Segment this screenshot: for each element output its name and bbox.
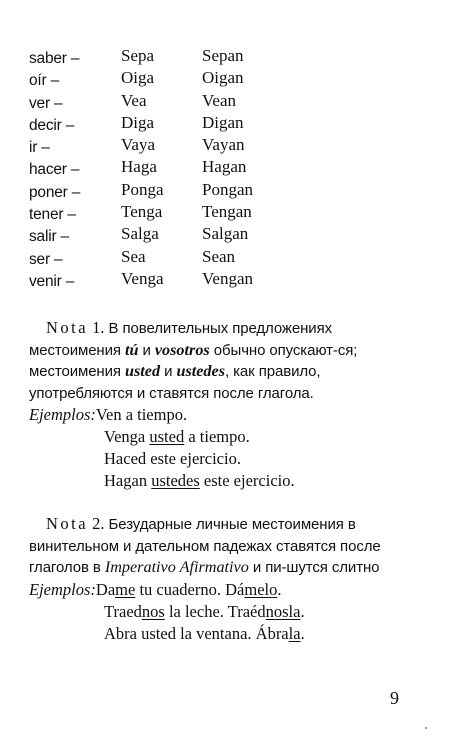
example-text: la leche. Traéd bbox=[164, 601, 266, 621]
example-text: tu cuaderno. Dá bbox=[135, 579, 245, 599]
imperative-plural: Sepan bbox=[202, 46, 244, 65]
imperative-plural: Sean bbox=[202, 246, 236, 266]
example-line bbox=[29, 470, 410, 492]
term: tú bbox=[124, 340, 139, 359]
example-text: a tiempo. bbox=[184, 427, 250, 447]
example-text: Da bbox=[95, 579, 116, 599]
term: vosotros bbox=[154, 340, 210, 359]
verb-row bbox=[29, 134, 289, 156]
example-text: Ven a tiempo. bbox=[95, 405, 188, 425]
infinitive: saber – bbox=[29, 50, 80, 67]
term: Imperativo Afirmativo bbox=[104, 558, 249, 577]
infinitive: salir – bbox=[29, 228, 69, 246]
imperative-plural: Salgan bbox=[202, 224, 249, 244]
note-text: и пи-шутся слитно bbox=[252, 559, 380, 577]
infinitive: tener – bbox=[29, 206, 76, 224]
note-text: В повелительных предложениях местоимения bbox=[29, 320, 332, 359]
note-2-text bbox=[29, 513, 410, 579]
imperative-singular: Tenga bbox=[121, 202, 163, 222]
infinitive: oír – bbox=[29, 72, 60, 90]
verb-table bbox=[29, 45, 289, 290]
infinitive: poner – bbox=[29, 183, 81, 201]
underlined-word: melo bbox=[244, 579, 278, 599]
example-line bbox=[29, 579, 410, 601]
infinitive: venir – bbox=[29, 272, 75, 290]
print-speck bbox=[425, 727, 427, 729]
underlined-word: ustedes bbox=[151, 471, 200, 491]
note-text: обычно опускают-ся; местоимения bbox=[29, 341, 358, 381]
verb-row bbox=[29, 112, 289, 134]
example-text: Traed bbox=[104, 601, 142, 621]
note-text: Безударные личные местоимения в винительном и дательном падежах ставятся после глаголов в bbox=[29, 516, 381, 577]
imperative-plural: Tengan bbox=[202, 202, 252, 222]
note-label: Nota bbox=[46, 318, 89, 337]
imperative-singular: Oiga bbox=[121, 68, 155, 88]
page-number: 9 bbox=[390, 688, 399, 708]
imperative-singular: Vea bbox=[121, 90, 147, 110]
infinitive: ver – bbox=[29, 94, 63, 112]
underlined-word: nos bbox=[141, 601, 165, 621]
infinitive: ser – bbox=[29, 250, 63, 268]
example-text: . bbox=[300, 623, 305, 643]
imperative-singular: Venga bbox=[121, 268, 164, 288]
verb-row bbox=[29, 45, 289, 67]
example-line bbox=[29, 448, 410, 470]
infinitive: hacer – bbox=[29, 161, 80, 179]
underlined-word: me bbox=[115, 579, 136, 599]
infinitive: decir – bbox=[29, 116, 75, 134]
example-text: . bbox=[300, 601, 305, 621]
imperative-plural: Pongan bbox=[202, 179, 253, 199]
underlined-word: la bbox=[288, 623, 301, 643]
note-label: Nota bbox=[46, 514, 89, 533]
imperative-plural: Digan bbox=[202, 112, 244, 132]
term: usted bbox=[124, 362, 161, 381]
verb-row bbox=[29, 156, 289, 178]
verb-row bbox=[29, 179, 289, 201]
imperative-plural: Vengan bbox=[202, 268, 253, 288]
example-line bbox=[29, 623, 410, 645]
examples-label: Ejemplos: bbox=[29, 579, 96, 599]
imperative-singular: Vaya bbox=[121, 135, 155, 155]
imperative-singular: Ponga bbox=[121, 179, 164, 199]
note-1 bbox=[29, 317, 410, 492]
example-line bbox=[29, 426, 410, 448]
note-text: , как правило, употребляются и ставятся после глагола. bbox=[29, 363, 321, 402]
example-text: Haced este ejercicio. bbox=[104, 449, 241, 469]
note-number: 2. bbox=[92, 514, 105, 533]
imperative-plural: Vayan bbox=[202, 135, 245, 155]
imperative-singular: Sea bbox=[121, 246, 146, 266]
example-text: Venga bbox=[104, 427, 150, 447]
example-line bbox=[29, 601, 410, 623]
example-line bbox=[29, 404, 410, 426]
example-text: Abra usted la ventana. Ábra bbox=[104, 623, 289, 643]
imperative-plural: Oigan bbox=[202, 68, 244, 88]
note-text: и bbox=[142, 341, 151, 359]
imperative-singular: Haga bbox=[121, 157, 157, 177]
example-text: . bbox=[277, 579, 282, 599]
verb-row bbox=[29, 201, 289, 223]
imperative-singular: Salga bbox=[121, 224, 159, 244]
infinitive: ir – bbox=[29, 139, 50, 157]
underlined-word: nosla bbox=[265, 601, 301, 621]
example-text: este ejercicio. bbox=[199, 471, 295, 491]
underlined-word: usted bbox=[149, 427, 185, 447]
note-2 bbox=[29, 513, 410, 645]
note-number: 1. bbox=[92, 318, 105, 337]
term: ustedes bbox=[176, 362, 225, 381]
imperative-plural: Hagan bbox=[202, 157, 247, 177]
verb-row bbox=[29, 90, 289, 112]
example-text: Hagan bbox=[104, 471, 152, 491]
imperative-plural: Vean bbox=[202, 90, 236, 110]
verb-row bbox=[29, 67, 289, 89]
verb-row bbox=[29, 223, 289, 245]
imperative-singular: Diga bbox=[121, 112, 155, 132]
note-1-text bbox=[29, 317, 410, 404]
verb-row bbox=[29, 268, 289, 290]
verb-row bbox=[29, 246, 289, 268]
note-text: и bbox=[164, 363, 173, 381]
examples-label: Ejemplos: bbox=[29, 405, 96, 425]
imperative-singular: Sepa bbox=[121, 46, 155, 65]
